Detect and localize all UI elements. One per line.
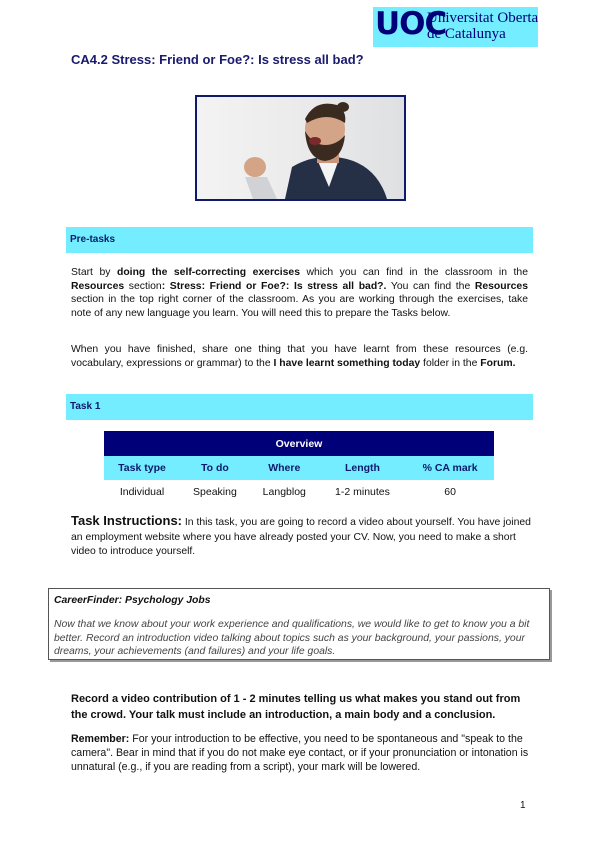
column-header: Task type (104, 456, 180, 480)
overview-table (104, 431, 494, 504)
pretasks-paragraph-1 (71, 266, 528, 320)
pretasks-heading-bar (66, 227, 533, 253)
remember-text: For your introduction to be effective, you need to be spontaneous and "speak to the camera". Bear in mind that if you do not make eye contact, or if your pronunciation or intonation is unnatural (e.g., if you are reading from a script), your mark will be lowered. (71, 733, 529, 773)
uoc-logo-text (427, 10, 538, 42)
task-instructions (71, 514, 531, 560)
paragraph-segment: When you have finished, share one thing that you have learnt from these resources (e.g. vocabulary, expressions or grammar) to the (71, 344, 528, 369)
page-title: CA4.2 Stress: Friend or Foe?: Is stress all bad? (71, 52, 364, 67)
task1-heading-bar (66, 394, 533, 420)
task1-heading: Task 1 (70, 401, 101, 412)
column-header: To do (180, 456, 250, 480)
paragraph-segment: folder in the (420, 357, 481, 369)
paragraph-segment: section in the top right corner of the classroom. As you are working through the exercises, take note of any new language you learn. You will need this to prepare the Tasks below. (71, 294, 528, 319)
column-header: Where (250, 456, 319, 480)
overview-columns-row (104, 456, 494, 480)
column-header: % CA mark (406, 456, 494, 480)
pretasks-paragraph-2 (71, 343, 528, 370)
remember-note (71, 732, 531, 774)
overview-title: Overview (104, 431, 494, 456)
table-cell: Speaking (193, 486, 237, 498)
column-header: Length (319, 456, 406, 480)
uoc-logo-mark: UOC (375, 6, 447, 42)
task-instructions-label: Task Instructions: (71, 513, 183, 528)
logo-line-1: Universitat Oberta (427, 10, 539, 26)
careerfinder-box (48, 588, 550, 660)
table-cell: Langblog (262, 486, 306, 498)
paragraph-segment: Resources (474, 280, 528, 292)
table-cell: 60 (444, 486, 456, 498)
stressed-man-photo (195, 95, 406, 201)
table-cell: 1-2 minutes (335, 486, 390, 498)
logo-line-2: de Catalunya (427, 26, 506, 42)
careerfinder-body: Now that we know about your work experience and qualifications, we would like to get to know you a bit better. Record an introduction video talking about topics such as your background, your passions, your dreams, your achievements (and failures) and your life goals. (54, 619, 530, 658)
page-number: 1 (520, 800, 526, 811)
paragraph-segment: Forum. (480, 357, 516, 369)
stressed-man-illustration (197, 97, 404, 199)
careerfinder-title: CareerFinder: Psychology Jobs (54, 595, 211, 606)
paragraph-segment: Start by (71, 267, 117, 278)
paragraph-segment: : Stress: Friend or Foe?: Is stress all bad?. (161, 280, 387, 292)
paragraph-segment: Resources (71, 280, 125, 292)
task-instructions-text: In this task, you are going to record a video about yourself. You have joined an employment website where you have already posted your CV. Now, you need to make a short video to introduce yourself. (71, 517, 531, 557)
pretasks-heading: Pre-tasks (70, 234, 116, 245)
paragraph-segment: section (124, 280, 162, 292)
table-row (104, 480, 494, 504)
paragraph-segment: doing the self-correcting exercises (116, 267, 300, 278)
paragraph-segment: You can find the (386, 280, 475, 292)
overview-header-row (104, 431, 494, 456)
table-cell: Individual (119, 486, 165, 498)
record-instruction: Record a video contribution of 1 - 2 minutes telling us what makes you stand out from the crowd. Your talk must include an introduction, a main body and a conclusion. (71, 693, 521, 721)
remember-label: Remember: (71, 733, 130, 745)
paragraph-segment: which you can find in the classroom in the (300, 267, 528, 278)
paragraph-segment: I have learnt something today (273, 357, 421, 369)
